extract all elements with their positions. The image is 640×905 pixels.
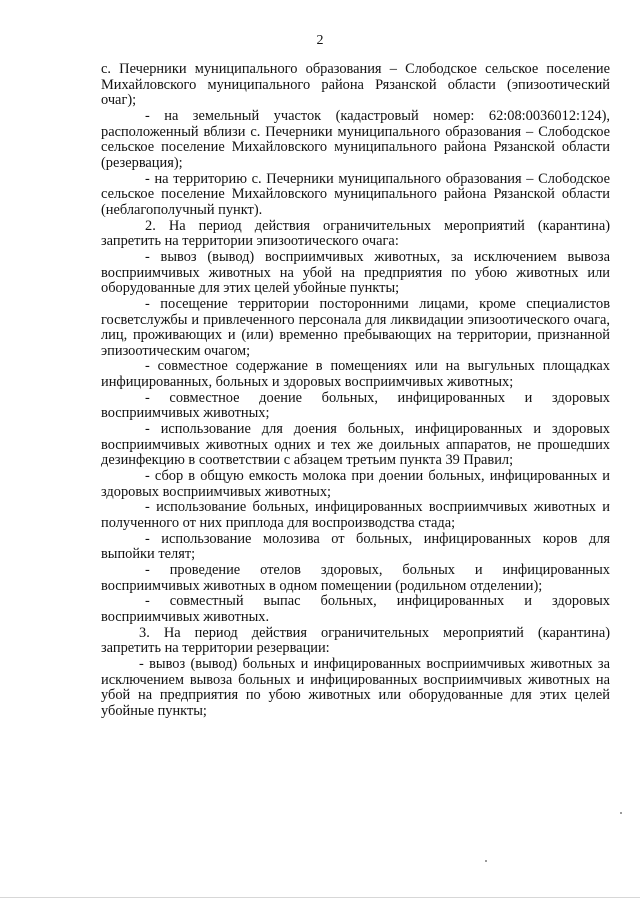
paragraph-8: - совместное доение больных, инфицированных и здоровых восприимчивых животных; (101, 389, 610, 422)
paragraph-12: - использование молозива от больных, инфицированных коров для выпойки телят; (101, 530, 610, 563)
scan-edge-line (0, 897, 640, 898)
page-number: 2 (316, 33, 324, 48)
paragraph-1: с. Печерники муниципального образования – Слободское сельское поселение Михайловского муниципального района Рязанской области (эпизоотический очаг); (101, 61, 610, 109)
scan-speck (620, 812, 622, 814)
paragraph-15: 3. На период действия ограничительных мероприятий (карантина) запретить на территории резервации: (101, 624, 610, 657)
paragraph-10: - сбор в общую емкость молока при доении больных, инфицированных и здоровых восприимчивых животных; (101, 468, 610, 500)
paragraph-4: 2. На период действия ограничительных мероприятий (карантина) запретить на территории эпизоотического очага: (101, 217, 610, 250)
scan-speck (485, 860, 487, 862)
paragraph-14: - совместный выпас больных, инфицированных и здоровых восприимчивых животных. (101, 593, 610, 625)
paragraph-16: - вывоз (вывод) больных и инфицированных восприимчивых животных за исключением вывоза больных и инфицированных восприимчивых животных на убой на предприятия по убою животных или оборудованные для этих целей убойные пункты; (101, 655, 610, 719)
paragraph-11: - использование больных, инфицированных восприимчивых животных и полученного от них приплода для воспроизводства стада; (101, 499, 610, 532)
paragraph-5: - вывоз (вывод) восприимчивых животных, за исключением вывоза восприимчивых животных на убой на предприятия по убою животных или оборудованные для этих целей убойные пункты; (101, 248, 610, 297)
paragraph-13: - проведение отелов здоровых, больных и инфицированных восприимчивых животных в одном помещении (родильном отделении); (101, 562, 610, 594)
paragraph-9: - использование для доения больных, инфицированных и здоровых восприимчивых животных одних и тех же доильных аппаратов, не прошедших дезинфекцию в соответствии с абзацем третьим пункта 39 Правил; (101, 421, 610, 469)
paragraph-7: - совместное содержание в помещениях или на выгульных площадках инфицированных, больных и здоровых восприимчивых животных; (101, 358, 610, 391)
paragraph-2: - на земельный участок (кадастровый номер: 62:08:0036012:124), расположенный вблизи с. Печерники муниципального образования – Слободское сельское поселение Михайловского муниципального района Рязанской области (резервация); (101, 107, 610, 171)
paragraph-3: - на территорию с. Печерники муниципального образования – Слободское сельское поселение Михайловского муниципального района Рязанской области (неблагополучный пункт). (101, 170, 610, 218)
document-body (101, 62, 610, 720)
paragraph-6: - посещение территории посторонними лицами, кроме специалистов госветслужбы и привлеченного персонала для ликвидации эпизоотического очага, лиц, проживающих и (или) временно пребывающих на территории, признанной эпизоотическим очагом; (101, 295, 610, 359)
